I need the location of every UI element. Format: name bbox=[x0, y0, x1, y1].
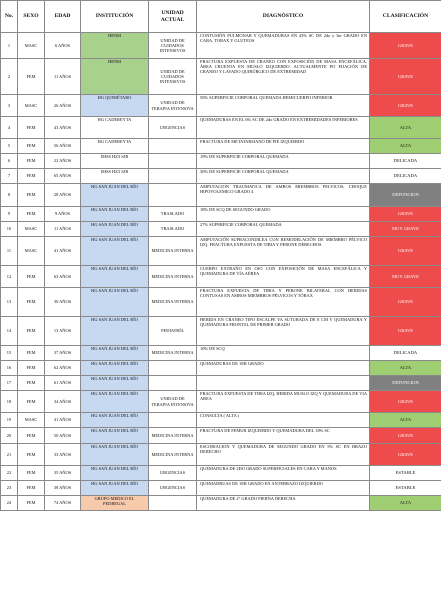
cell-no: 12 bbox=[1, 266, 18, 288]
table-row bbox=[1, 266, 441, 288]
cell-edad: 28 AÑOS bbox=[45, 184, 81, 207]
cell-diagnostico: 10% DE SCQ bbox=[197, 346, 370, 361]
table-row bbox=[1, 317, 441, 346]
cell-sexo: FEM bbox=[18, 154, 45, 169]
cell-diagnostico: FRACTURA EXPUESTA DE TIBIA Y PERONE BILATERAL CON HERIDAS CONTUSAS EN AMBOS MIEMBROS PÉLVICOS Y TÓRAX bbox=[197, 288, 370, 317]
header-clasificacion: CLASIFICACIÓN bbox=[370, 1, 441, 33]
cell-no: 4 bbox=[1, 117, 18, 139]
cell-diagnostico: HERIDA EN CRANEO TIPO ESCALPE YA SUTURADA DE 8 CM Y QUEMADURA Y QUEMADURA FRONTAL DE PRIMER GRADO bbox=[197, 317, 370, 346]
cell-sexo: MASC bbox=[18, 222, 45, 237]
cell-no: 21 bbox=[1, 444, 18, 466]
cell-sexo: FEM bbox=[18, 317, 45, 346]
cell-edad: 43 AÑOS bbox=[45, 117, 81, 139]
cell-no: 18 bbox=[1, 391, 18, 413]
cell-unidad bbox=[149, 139, 197, 154]
cell-sexo: FEM bbox=[18, 207, 45, 222]
cell-diagnostico: QUEMADURAS EN EL 6% SC DE 2do GRADO EN EXTREMIDADES INFERIORES bbox=[197, 117, 370, 139]
cell-edad: 34 AÑOS bbox=[45, 391, 81, 413]
cell-institucion: HG SAN JUAN DEL RÍO bbox=[81, 222, 149, 237]
cell-unidad: PEDIATRÍA bbox=[149, 317, 197, 346]
header-sexo: SEXO bbox=[18, 1, 45, 33]
table-row bbox=[1, 169, 441, 184]
cell-clasificacion: DELICADA bbox=[370, 169, 441, 184]
cell-sexo: FEM bbox=[18, 376, 45, 391]
cell-sexo: FEM bbox=[18, 288, 45, 317]
cell-unidad bbox=[149, 496, 197, 511]
cell-no: 8 bbox=[1, 184, 18, 207]
cell-unidad bbox=[149, 376, 197, 391]
cell-no: 16 bbox=[1, 361, 18, 376]
cell-diagnostico: AMPUTACION TRAUMATICA DE AMBOS MIEMBROS PELVICOS, CHOQUE HIPOVOLEMICO GRADO 4 bbox=[197, 184, 370, 207]
cell-clasificacion: GRAVE bbox=[370, 288, 441, 317]
cell-sexo: FEM bbox=[18, 444, 45, 466]
cell-edad: 61 AÑOS bbox=[45, 376, 81, 391]
cell-no: 20 bbox=[1, 428, 18, 444]
table-row bbox=[1, 288, 441, 317]
cell-unidad: MEDICINA INTERNA bbox=[149, 237, 197, 266]
cell-clasificacion: DEFUNCION bbox=[370, 376, 441, 391]
cell-sexo: FEM bbox=[18, 139, 45, 154]
cell-sexo: MASC bbox=[18, 237, 45, 266]
cell-edad: 11 AÑOS bbox=[45, 59, 81, 95]
cell-sexo: FEM bbox=[18, 266, 45, 288]
cell-clasificacion: ALTA bbox=[370, 117, 441, 139]
cell-institucion: HG SAN JUAN DEL RÍO bbox=[81, 184, 149, 207]
table-row bbox=[1, 207, 441, 222]
cell-institucion: HG SAN JUAN DEL RÍO bbox=[81, 376, 149, 391]
cell-no: 2 bbox=[1, 59, 18, 95]
cell-unidad: URGENCIAS bbox=[149, 466, 197, 481]
cell-edad: 26 AÑOS bbox=[45, 95, 81, 117]
cell-diagnostico: FRACTURA EXPUESTA DE CRANEO CON EXPOSICIÓN DE MASA ENCEFÁLICA, ÁREA CRUENTA EN MUSLO IZQUIERDO. ACTUALMENTE PO FIJACIÓN DE CRANEO Y LAVADO QUIRÚRGICO DE EXTREMIDAD bbox=[197, 59, 370, 95]
cell-edad: 13 AÑOS bbox=[45, 317, 81, 346]
cell-unidad: MEDICINA INTERNA bbox=[149, 288, 197, 317]
table-row bbox=[1, 237, 441, 266]
cell-clasificacion: ALTA bbox=[370, 361, 441, 376]
header-institucion: INSTITUCIÓN bbox=[81, 1, 149, 33]
cell-clasificacion: ALTA bbox=[370, 139, 441, 154]
cell-clasificacion: GRAVE bbox=[370, 33, 441, 59]
cell-clasificacion: DEFUNCION bbox=[370, 184, 441, 207]
cell-unidad: TRASLADO bbox=[149, 222, 197, 237]
cell-institucion: HG SAN JUAN DEL RÍO bbox=[81, 346, 149, 361]
cell-edad: 56 AÑOS bbox=[45, 139, 81, 154]
cell-edad: 22 AÑOS bbox=[45, 154, 81, 169]
cell-clasificacion: ALTA bbox=[370, 413, 441, 428]
cell-diagnostico: AMPUTACIÓN SUPRACONDILEA CON REMODELACIÓN DE MIEMBRO PÉLVICO IZQ. FRACTURA EXPUESTA DE TIBIA Y PERONE DERECHOS bbox=[197, 237, 370, 266]
table-row bbox=[1, 413, 441, 428]
cell-clasificacion: ALTA bbox=[370, 496, 441, 511]
cell-clasificacion: GRAVE bbox=[370, 59, 441, 95]
cell-diagnostico: 30% DE SUPERFICIE CORPORAL QUEMADA bbox=[197, 169, 370, 184]
cell-clasificacion: GRAVE bbox=[370, 207, 441, 222]
cell-no: 13 bbox=[1, 288, 18, 317]
cell-institucion: IMSS HZ3 SJR bbox=[81, 169, 149, 184]
cell-sexo: FEM bbox=[18, 184, 45, 207]
cell-no: 1 bbox=[1, 33, 18, 59]
cell-edad: 38 AÑOS bbox=[45, 481, 81, 496]
cell-institucion: HG SAN JUAN DEL RÍO bbox=[81, 413, 149, 428]
table-row bbox=[1, 33, 441, 59]
header-no: No. bbox=[1, 1, 18, 33]
cell-no: 19 bbox=[1, 413, 18, 428]
cell-unidad: MEDICINA INTERNA bbox=[149, 346, 197, 361]
cell-edad: 30 AÑOS bbox=[45, 288, 81, 317]
table-row bbox=[1, 444, 441, 466]
table-row bbox=[1, 222, 441, 237]
cell-sexo: FEM bbox=[18, 391, 45, 413]
cell-clasificacion: GRAVE bbox=[370, 428, 441, 444]
cell-no: 3 bbox=[1, 95, 18, 117]
cell-no: 23 bbox=[1, 481, 18, 496]
cell-diagnostico: 50% SUPERFICIE CORPORAL QUEMADA HEMICUERPO INFERIOR bbox=[197, 95, 370, 117]
cell-institucion: HG SAN JUAN DEL RÍO bbox=[81, 317, 149, 346]
cell-clasificacion: GRAVE bbox=[370, 95, 441, 117]
cell-institucion: HG CADEREYTA bbox=[81, 117, 149, 139]
cell-edad: 6 AÑOS bbox=[45, 33, 81, 59]
cell-unidad bbox=[149, 154, 197, 169]
table-row bbox=[1, 117, 441, 139]
cell-edad: 9 AÑOS bbox=[45, 207, 81, 222]
cell-institucion: HG SAN JUAN DEL RÍO bbox=[81, 444, 149, 466]
table-row bbox=[1, 428, 441, 444]
cell-no: 11 bbox=[1, 237, 18, 266]
table-body bbox=[1, 33, 441, 511]
cell-unidad: URGENCIAS bbox=[149, 117, 197, 139]
cell-diagnostico: 19% DE SUPERFICIE CORPORAL QUEMADA bbox=[197, 154, 370, 169]
cell-sexo: FEM bbox=[18, 59, 45, 95]
cell-unidad: MEDICINA INTERNA bbox=[149, 266, 197, 288]
cell-clasificacion: DELICADA bbox=[370, 346, 441, 361]
table-row bbox=[1, 346, 441, 361]
cell-edad: 62 AÑOS bbox=[45, 361, 81, 376]
cell-unidad: MEDICINA INTERNA bbox=[149, 428, 197, 444]
cell-sexo: MASC bbox=[18, 95, 45, 117]
cell-unidad: MEDICINA INTERNA bbox=[149, 444, 197, 466]
cell-sexo: FEM bbox=[18, 361, 45, 376]
cell-edad: 41 AÑOS bbox=[45, 413, 81, 428]
cell-diagnostico: FRACTURA DE FEMUR IZQUIERDO Y QUEMADURA DEL 18% SC bbox=[197, 428, 370, 444]
cell-unidad bbox=[149, 184, 197, 207]
table-row bbox=[1, 184, 441, 207]
cell-no: 10 bbox=[1, 222, 18, 237]
cell-edad: 35 AÑOS bbox=[45, 466, 81, 481]
cell-diagnostico: QUEMADURA DE 2° GRADO PIERNA DERECHA bbox=[197, 496, 370, 511]
cell-sexo: FEM bbox=[18, 117, 45, 139]
header-edad: EDAD bbox=[45, 1, 81, 33]
cell-diagnostico: QUEMADURAS DE 1ER GRADO bbox=[197, 361, 370, 376]
cell-sexo: MASC bbox=[18, 33, 45, 59]
cell-diagnostico: FRACTURA EXPUESTA DE TIBIA IZQ, HERIDA MUSLO IZQ Y QUEMADURA DE VIA AREA bbox=[197, 391, 370, 413]
cell-no: 24 bbox=[1, 496, 18, 511]
cell-diagnostico: QUEMADURA DE 2DO GRADO SUPERFICIALES EN CARA Y MANOS bbox=[197, 466, 370, 481]
cell-edad: 74 AÑOS bbox=[45, 496, 81, 511]
cell-institucion: HG SAN JUAN DEL RÍO bbox=[81, 237, 149, 266]
cell-edad: 37 AÑOS bbox=[45, 346, 81, 361]
cell-institucion: HG SAN JUAN DEL RÍO bbox=[81, 288, 149, 317]
cell-edad: 11 AÑOS bbox=[45, 222, 81, 237]
cell-diagnostico: CUERPO EXTRAÑO EN OJO CON EXPOSICIÓN DE MASA ENCEFÁLICA Y QUEMADURA DE VÍA AÉREA bbox=[197, 266, 370, 288]
cell-unidad: UNIDAD DE TERAPIA INTENSIVA bbox=[149, 391, 197, 413]
cell-unidad: UNIDAD DE CUIDADOS INTENSIVOS bbox=[149, 59, 197, 95]
table-row bbox=[1, 95, 441, 117]
table-row bbox=[1, 59, 441, 95]
cell-edad: 63 AÑOS bbox=[45, 266, 81, 288]
header-unidad: UNIDAD ACTUAL bbox=[149, 1, 197, 33]
cell-unidad bbox=[149, 361, 197, 376]
table-row bbox=[1, 361, 441, 376]
cell-no: 17 bbox=[1, 376, 18, 391]
cell-clasificacion: GRAVE bbox=[370, 444, 441, 466]
cell-clasificacion: GRAVE bbox=[370, 317, 441, 346]
cell-edad: 41 AÑOS bbox=[45, 237, 81, 266]
cell-institucion: HG SAN JUAN DEL RÍO bbox=[81, 391, 149, 413]
header-diagnostico: DIAGNÓSTICO bbox=[197, 1, 370, 33]
cell-no: 9 bbox=[1, 207, 18, 222]
cell-institucion: HG SAN JUAN DEL RÍO bbox=[81, 207, 149, 222]
cell-diagnostico: CONSULTA ( ALTA ) bbox=[197, 413, 370, 428]
table-row bbox=[1, 496, 441, 511]
table-row bbox=[1, 376, 441, 391]
table-row bbox=[1, 139, 441, 154]
cell-no: 6 bbox=[1, 154, 18, 169]
cell-institucion: IMSS HZ3 SJR bbox=[81, 154, 149, 169]
cell-sexo: FEM bbox=[18, 428, 45, 444]
cell-unidad bbox=[149, 169, 197, 184]
cell-sexo: FEM bbox=[18, 481, 45, 496]
cell-institucion: HG SAN JUAN DEL RÍO bbox=[81, 266, 149, 288]
cell-diagnostico: FRACTURA DE METATARSIANO DE PIE IZQUIERDO bbox=[197, 139, 370, 154]
table-row bbox=[1, 481, 441, 496]
cell-institucion: HG SAN JUAN DEL RÍO bbox=[81, 481, 149, 496]
table-row bbox=[1, 391, 441, 413]
cell-unidad: URGENCIAS bbox=[149, 481, 197, 496]
cell-no: 7 bbox=[1, 169, 18, 184]
cell-institucion: GRUPO MEDICO EL PEDREGAL bbox=[81, 496, 149, 511]
cell-clasificacion: ESTABLE bbox=[370, 466, 441, 481]
header-row bbox=[1, 1, 441, 33]
cell-diagnostico: QUEMADRUAS DE 1ER GRADO EN ANTEBRAZO IZQUIERDO bbox=[197, 481, 370, 496]
cell-diagnostico: ESCORIACION Y QUEMADURA DE SEGUNDO GRADO EN 5% SC EN BRAZO DERECHO bbox=[197, 444, 370, 466]
cell-sexo: FEM bbox=[18, 466, 45, 481]
cell-institucion: HG SAN JUAN DEL RÍO bbox=[81, 428, 149, 444]
cell-sexo: FEM bbox=[18, 346, 45, 361]
cell-no: 14 bbox=[1, 317, 18, 346]
table-row bbox=[1, 154, 441, 169]
table-row bbox=[1, 466, 441, 481]
cell-diagnostico: 27% SUPERFICIE CORPORAL QUEMADA bbox=[197, 222, 370, 237]
cell-clasificacion: GRAVE bbox=[370, 391, 441, 413]
cell-edad: 33 AÑOS bbox=[45, 444, 81, 466]
cell-clasificacion: MUY GRAVE bbox=[370, 222, 441, 237]
cell-diagnostico: CONTUSIÓN PULMONAR Y QUEMADURAS EN 43% SC DE 2do y 3er GRADO EN CARA, TORAX Y GLUTEOS bbox=[197, 33, 370, 59]
cell-sexo: MASC bbox=[18, 413, 45, 428]
cell-edad: 65 AÑOS bbox=[45, 169, 81, 184]
cell-institucion: HG QUERÉTARO bbox=[81, 95, 149, 117]
cell-sexo: FEM bbox=[18, 496, 45, 511]
cell-clasificacion: GRAVE bbox=[370, 237, 441, 266]
cell-unidad: UNIDAD DE TERAPIA INTENSIVA bbox=[149, 95, 197, 117]
cell-edad: 50 AÑOS bbox=[45, 428, 81, 444]
cell-institucion: HENM bbox=[81, 33, 149, 59]
cell-no: 15 bbox=[1, 346, 18, 361]
cell-clasificacion: ESTABLE bbox=[370, 481, 441, 496]
cell-institucion: HG SAN JUAN DEL RÍO bbox=[81, 466, 149, 481]
cell-institucion: HENM bbox=[81, 59, 149, 95]
cell-sexo: FEM bbox=[18, 169, 45, 184]
cell-clasificacion: DELICADA bbox=[370, 154, 441, 169]
cell-diagnostico: 18% DE SCQ DE SEGUNDO GRADO bbox=[197, 207, 370, 222]
cell-unidad: TRASLADO bbox=[149, 207, 197, 222]
cell-unidad: UNIDAD DE CUIDADOS INTENSIVOS bbox=[149, 33, 197, 59]
cell-diagnostico bbox=[197, 376, 370, 391]
cell-unidad bbox=[149, 413, 197, 428]
cell-clasificacion: MUY GRAVE bbox=[370, 266, 441, 288]
cell-institucion: HG SAN JUAN DEL RÍO bbox=[81, 361, 149, 376]
cell-no: 22 bbox=[1, 466, 18, 481]
cell-no: 5 bbox=[1, 139, 18, 154]
cell-institucion: HG CADEREYTA bbox=[81, 139, 149, 154]
